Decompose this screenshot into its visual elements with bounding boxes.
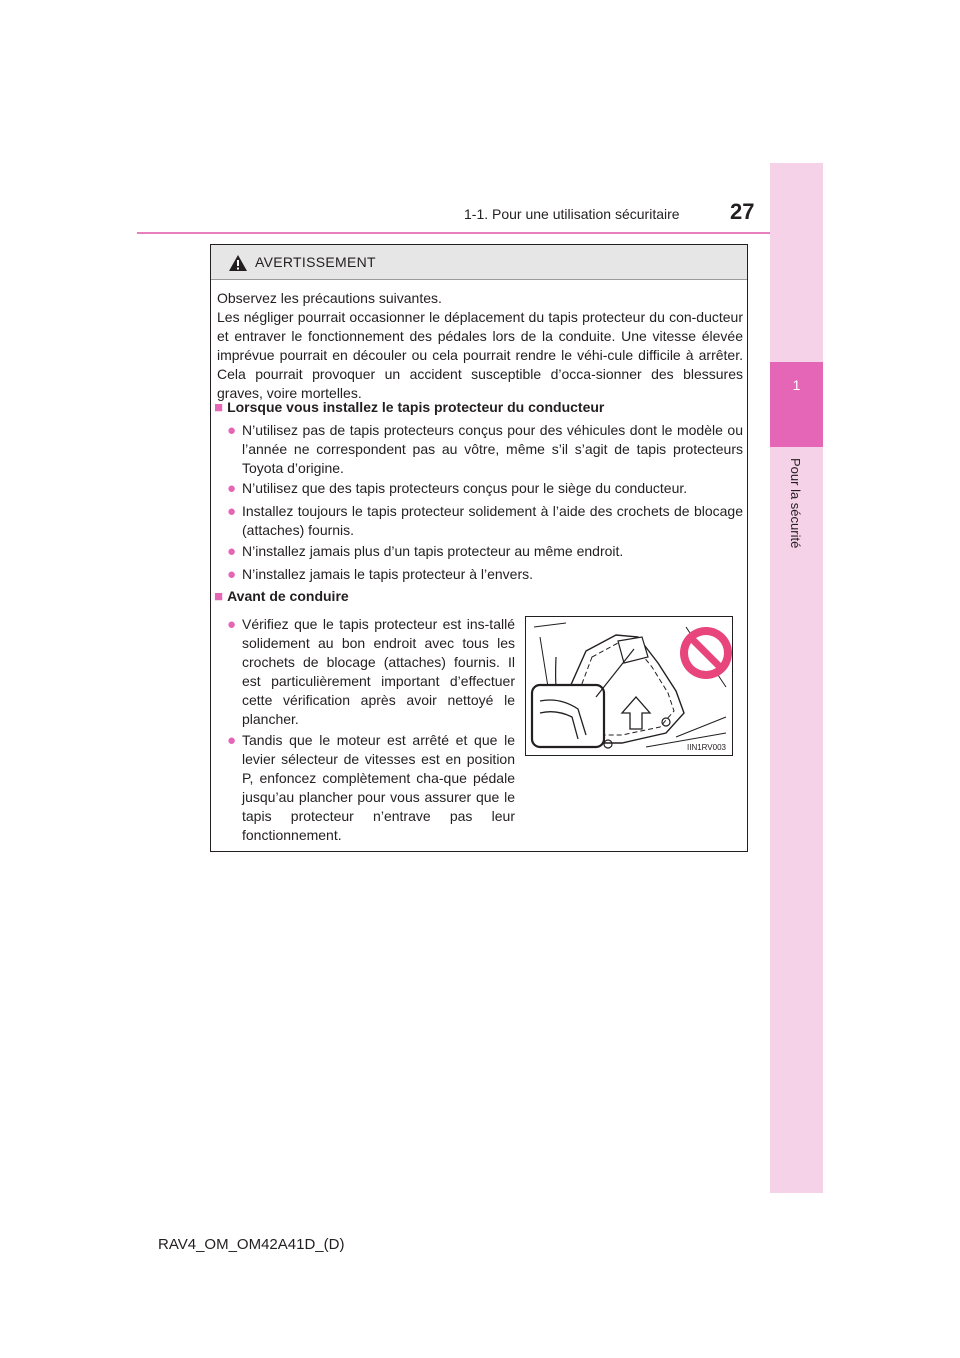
document-code: RAV4_OM_OM42A41D_(D) <box>158 1236 345 1253</box>
list-item-text: N’utilisez pas de tapis protecteurs conçus pour des véhicules dont le modèle ou l’année ne correspondent pas au vôtre, même s’il s’agit de tapis protecteurs Toyota d’origine. <box>242 422 743 476</box>
circle-bullet-icon: ● <box>227 616 237 633</box>
page-number: 27 <box>730 199 755 224</box>
list-item <box>227 421 743 478</box>
circle-bullet-icon: ● <box>227 566 237 583</box>
section-heading-text: Lorsque vous installez le tapis protecteur du conducteur <box>227 399 605 415</box>
square-bullet-icon: ■ <box>214 399 224 416</box>
list-item-text: Vérifiez que le tapis protecteur est ins-tallé solidement au bon endroit avec tous les crochets de blocage (attaches) fournis. Il est particulièrement important d’effectuer cette vérification après avoir nettoyé le plancher. <box>242 616 515 727</box>
chapter-number: 1 <box>792 377 801 393</box>
chapter-side-tab <box>770 163 823 1193</box>
list-item <box>227 479 743 498</box>
warning-header <box>211 245 747 280</box>
section-heading-text: Avant de conduire <box>227 588 349 604</box>
list-item <box>227 731 515 845</box>
list-item <box>227 502 743 540</box>
figure-code: IIN1RV003 <box>687 743 726 752</box>
warning-triangle-icon <box>228 254 248 272</box>
circle-bullet-icon: ● <box>227 503 237 520</box>
floor-mat-illustration <box>525 616 733 756</box>
list-item-text: N’installez jamais plus d’un tapis protecteur au même endroit. <box>242 543 624 559</box>
header-rule <box>137 232 823 234</box>
floor-mat-drawing <box>526 617 732 755</box>
circle-bullet-icon: ● <box>227 543 237 560</box>
warning-title: AVERTISSEMENT <box>255 254 376 270</box>
section-heading-before-driving <box>214 588 349 605</box>
warning-box <box>210 244 748 852</box>
header-section-title: 1-1. Pour une utilisation sécuritaire <box>464 206 680 222</box>
circle-bullet-icon: ● <box>227 422 237 439</box>
circle-bullet-icon: ● <box>227 480 237 497</box>
warning-intro <box>217 289 743 403</box>
intro-line: Observez les précautions suivantes. <box>217 290 442 306</box>
list-item <box>227 542 743 561</box>
list-item <box>227 615 515 729</box>
list-item-text: Tandis que le moteur est arrêté et que le levier sélecteur de vitesses est en position P, enfoncez complètement cha-que pédale jusqu’au plancher pour vous assurer que le tapis protecteur n’entrave pas leur fonctionnement. <box>242 732 515 843</box>
chapter-tab-marker <box>770 362 823 447</box>
list-item-text: N’utilisez que des tapis protecteurs conçus pour le siège du conducteur. <box>242 480 688 496</box>
section-heading-installation <box>214 399 604 416</box>
square-bullet-icon: ■ <box>214 588 224 605</box>
intro-paragraph: Les négliger pourrait occasionner le déplacement du tapis protecteur du con-ducteur et entraver le fonctionnement des pédales lors de la conduite. Une vitesse élevée imprévue pourrait en découler ou cela pourrait rendre le véhi-cule difficile à arrêter. Cela pourrait provoquer un accident susceptible d’occa-sionner des blessures graves, voire mortelles. <box>217 309 743 401</box>
list-item-text: Installez toujours le tapis protecteur solidement à l’aide des crochets de blocage (attaches) fournis. <box>242 503 743 538</box>
chapter-label: Pour la sécurité <box>788 458 803 549</box>
no-entry-circle-icon <box>680 627 732 679</box>
list-item-text: N’installez jamais le tapis protecteur à l’envers. <box>242 566 534 582</box>
list-item <box>227 565 743 584</box>
circle-bullet-icon: ● <box>227 732 237 749</box>
